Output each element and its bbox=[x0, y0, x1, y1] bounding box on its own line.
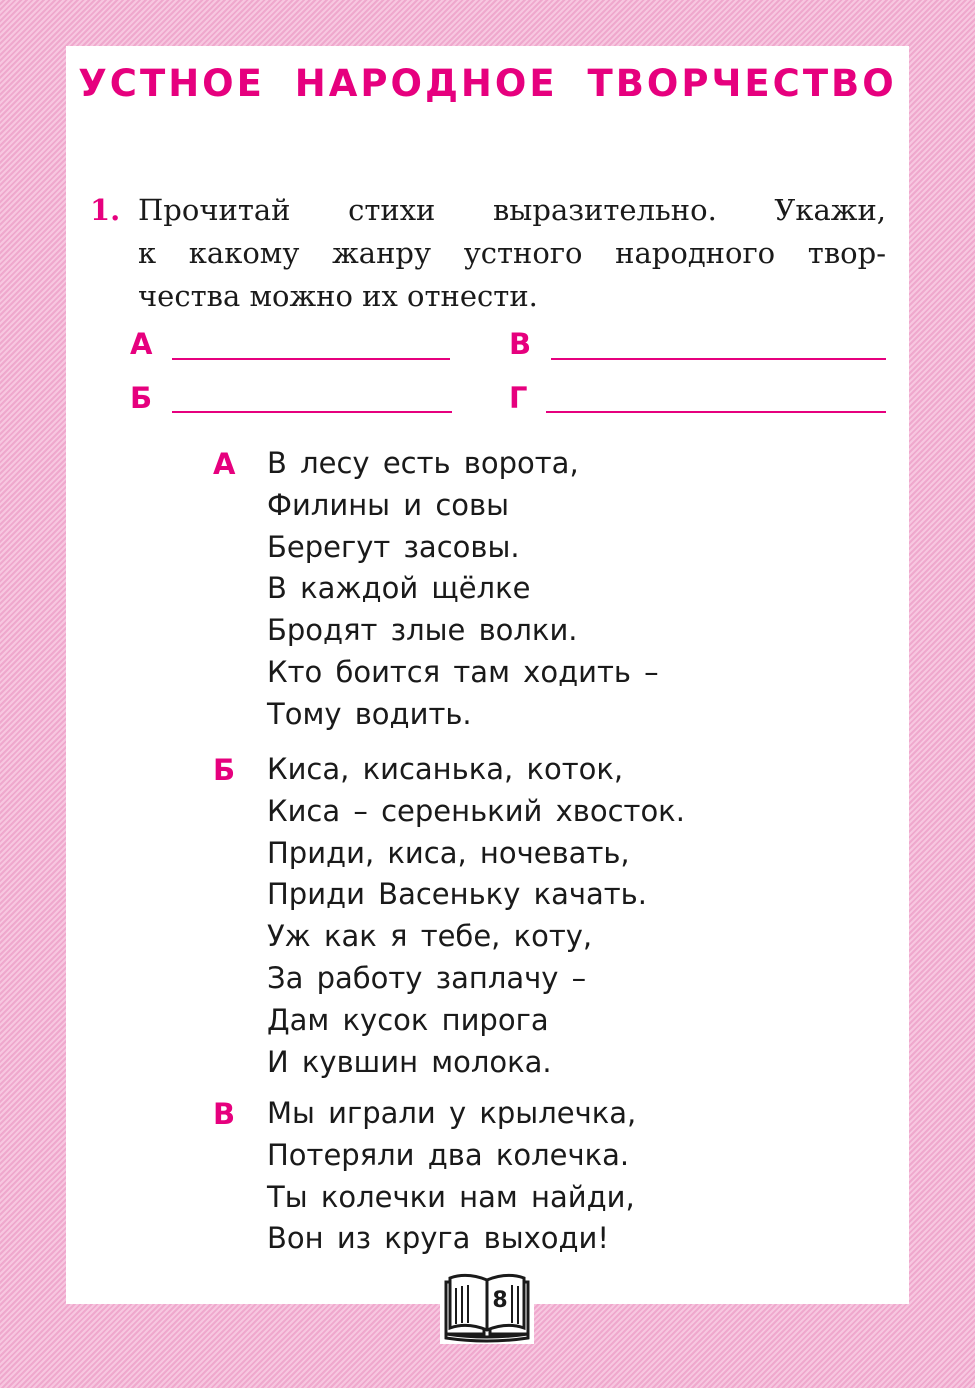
answer-field-b[interactable] bbox=[172, 411, 452, 413]
poem-line: Берегут засовы. bbox=[267, 529, 520, 564]
poem-line: Уж как я тебе, коту, bbox=[267, 919, 593, 954]
page-number: 8 bbox=[492, 1288, 508, 1313]
poem-letter-a: А bbox=[213, 447, 236, 481]
poem-b bbox=[267, 749, 685, 1083]
poem-a bbox=[267, 443, 659, 736]
task-line: к какому жанру устного народного твор- bbox=[138, 236, 886, 270]
task-line: чества можно их отнести. bbox=[138, 279, 538, 313]
poem-line: Вон из круга выходи! bbox=[267, 1221, 610, 1256]
poem-line: В каждой щёлке bbox=[267, 571, 531, 606]
poem-line: Кто боится там ходить – bbox=[267, 654, 659, 689]
page-title: УСТНОЕ НАРОДНОЕ ТВОРЧЕСТВО bbox=[78, 62, 897, 105]
answer-field-v[interactable] bbox=[551, 358, 886, 360]
poem-line: Дам кусок пирога bbox=[267, 1002, 549, 1037]
poem-line: Мы играли у крылечка, bbox=[267, 1096, 637, 1130]
poem-letter-v: В bbox=[213, 1097, 236, 1131]
task-line: Прочитай стихи выразительно. Укажи, bbox=[138, 193, 886, 227]
poem-line: И кувшин молока. bbox=[267, 1044, 552, 1079]
answer-field-a[interactable] bbox=[172, 358, 450, 360]
poem-line: В лесу есть ворота, bbox=[267, 446, 579, 480]
poem-line: Бродят злые волки. bbox=[267, 613, 578, 648]
task-number: 1. bbox=[90, 193, 121, 227]
poem-line: Тому водить. bbox=[267, 696, 472, 731]
poem-line: Приди Васеньку качать. bbox=[267, 877, 647, 912]
answer-field-g[interactable] bbox=[546, 411, 886, 413]
poem-line: Киса – серенький хвосток. bbox=[267, 793, 685, 828]
poem-line: Потеряли два колечка. bbox=[267, 1137, 630, 1172]
poem-line: За работу заплачу – bbox=[267, 960, 587, 995]
task-instruction bbox=[138, 189, 886, 318]
poem-line: Киса, кисанька, коток, bbox=[267, 752, 624, 786]
poem-line: Филины и совы bbox=[267, 487, 510, 522]
answer-label-a: А bbox=[130, 327, 153, 361]
answer-label-g: Г bbox=[509, 381, 528, 415]
answer-label-b: Б bbox=[130, 381, 153, 415]
poem-line: Ты колечки нам найди, bbox=[267, 1179, 635, 1214]
poem-v bbox=[267, 1093, 636, 1260]
answer-label-v: В bbox=[509, 327, 532, 361]
poem-line: Приди, киса, ночевать, bbox=[267, 835, 630, 870]
poem-letter-b: Б bbox=[213, 753, 236, 787]
